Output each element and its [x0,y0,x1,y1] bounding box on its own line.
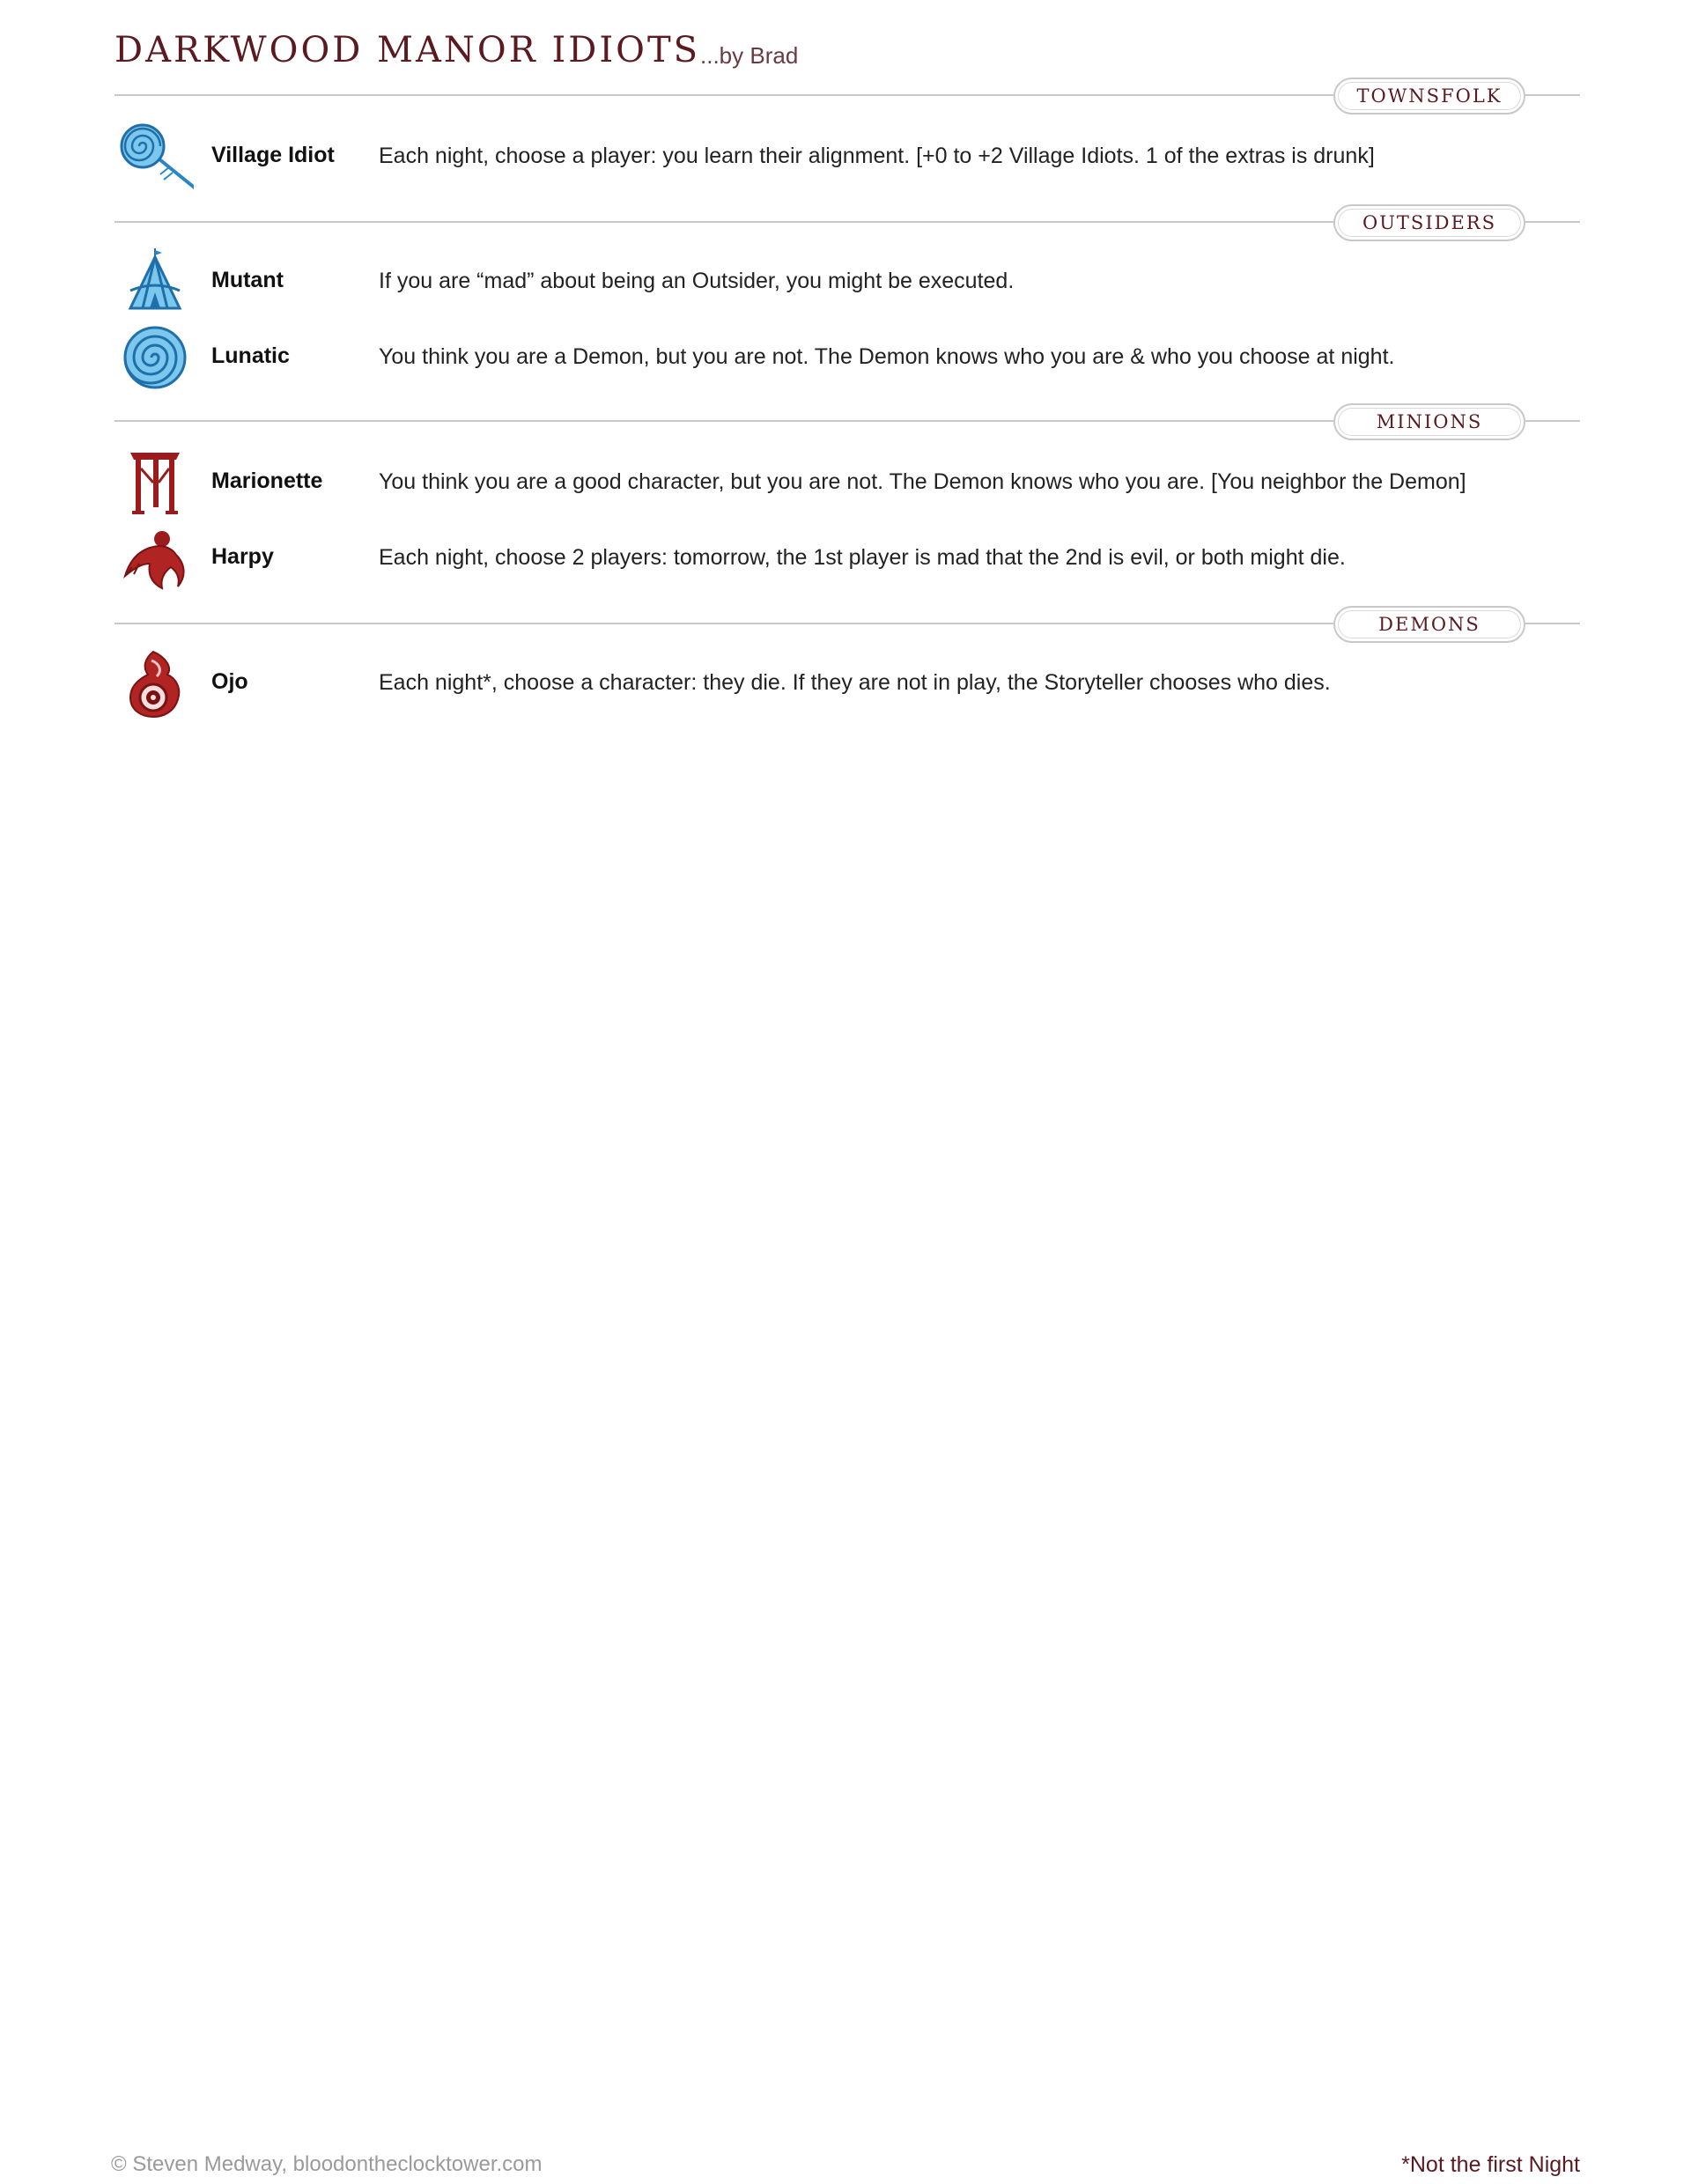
section-townsfolk [114,77,1580,113]
role-name: Harpy [211,544,274,569]
role-mutant [114,247,1580,317]
role-ability: Each night*, choose a character: they die. If they are not in play, the Storyteller chooses who dies. [379,670,1331,695]
role-ability: Each night, choose a player: you learn their alignment. [+0 to +2 Village Idiots. 1 of the extras is drunk] [379,144,1375,168]
footer-note: *Not the first Night [1401,2152,1580,2177]
role-harpy [114,523,1580,594]
spiral-icon [114,322,194,393]
script-author: ...by Brad [700,42,799,69]
role-marionette [114,447,1580,518]
role-village-idiot [114,122,1580,192]
section-label: OUTSIDERS [1333,204,1525,241]
circus-tent-icon [114,247,194,317]
role-ability: Each night, choose 2 players: tomorrow, the 1st player is mad that the 2nd is evil, or both might die. [379,545,1346,570]
role-name: Mutant [211,268,284,292]
role-name: Village Idiot [211,143,335,167]
role-ability: If you are “mad” about being an Outsider, you might be executed. [379,269,1015,293]
section-demons [114,606,1580,641]
section-label: MINIONS [1333,403,1525,440]
role-lunatic [114,322,1580,393]
harpy-icon [114,523,194,594]
script-title: DARKWOOD MANOR IDIOTS [114,30,701,70]
role-name: Ojo [211,669,248,694]
role-name: Lunatic [211,343,290,368]
section-outsiders [114,204,1580,240]
section-minions [114,403,1580,439]
role-ability: You think you are a good character, but you are not. The Demon knows who you are. [You neighbor the Demon] [379,469,1466,494]
role-ability: You think you are a Demon, but you are not. The Demon knows who you are & who you choose at night. [379,344,1395,369]
footer-copyright: © Steven Medway, bloodontheclocktower.com [111,2152,543,2176]
marionette-icon [114,447,194,518]
eye-flame-icon [114,648,194,719]
section-label: TOWNSFOLK [1333,77,1525,114]
lollipop-icon [114,122,194,192]
section-label: DEMONS [1333,606,1525,643]
role-name: Marionette [211,469,323,493]
role-ojo [114,648,1580,719]
